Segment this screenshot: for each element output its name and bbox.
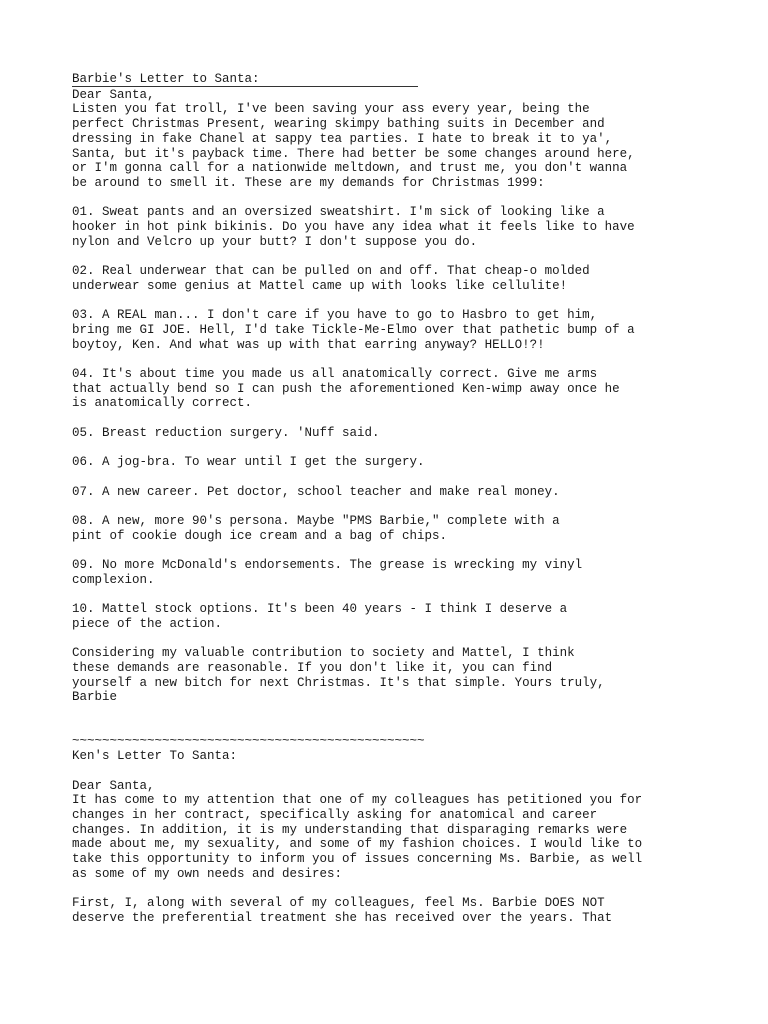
text-line: pint of cookie dough ice cream and a bag of chips. (72, 528, 448, 543)
demand-08 (72, 514, 652, 543)
text-line: 05. Breast reduction surgery. 'Nuff said. (72, 425, 380, 440)
text-line: dressing in fake Chanel at sappy tea parties. I hate to break it to ya', (72, 131, 613, 146)
text-line: these demands are reasonable. If you don't like it, you can find (72, 660, 553, 675)
demand-02 (72, 264, 652, 293)
demand-05 (72, 426, 652, 441)
text-line: 09. No more McDonald's endorsements. The grease is wrecking my vinyl (72, 558, 583, 573)
text-line: 04. It's about time you made us all anatomically correct. Give me arms (72, 367, 598, 381)
text-line: nylon and Velcro up your butt? I don't suppose you do. (72, 234, 478, 249)
demand-01 (72, 205, 652, 249)
tilde-divider: ~~~~~~~~~~~~~~~~~~~~~~~~~~~~~~~~~~~~~~~~~~~~~~~ (72, 734, 425, 749)
ken-salutation: Dear Santa, (72, 778, 155, 793)
text-line: Barbie (72, 690, 118, 705)
text-line: 07. A new career. Pet doctor, school teacher and make real money. (72, 484, 560, 499)
text-line: perfect Christmas Present, wearing skimpy bathing suits in December and (72, 117, 605, 132)
text-line: Santa, but it's payback time. There had better be some changes around here, (72, 146, 635, 161)
text-line: is anatomically correct. (72, 396, 253, 411)
ken-letter-title: Ken's Letter To Santa: (72, 749, 238, 764)
text-line: take this opportunity to inform you of issues concerning Ms. Barbie, as well (72, 852, 643, 867)
ken-intro-paragraph (72, 793, 652, 881)
text-line: 06. A jog-bra. To wear until I get the surgery. (72, 455, 425, 470)
text-line: complexion. (72, 572, 155, 587)
text-line: underwear some genius at Mattel came up with looks like cellulite! (72, 278, 568, 293)
text-line: 03. A REAL man... I don't care if you have to go to Hasbro to get him, (72, 308, 598, 323)
text-line: hooker in hot pink bikinis. Do you have any idea what it feels like to have (72, 220, 635, 235)
text-line: Listen you fat troll, I've been saving your ass every year, being the (72, 102, 590, 117)
text-line: It has come to my attention that one of my colleagues has petitioned you for (72, 793, 643, 808)
text-line: or I'm gonna call for a nationwide meltdown, and trust me, you don't wanna (72, 161, 628, 176)
demand-10 (72, 602, 652, 631)
demand-07 (72, 485, 652, 500)
text-line: First, I, along with several of my colleagues, feel Ms. Barbie DOES NOT (72, 896, 605, 911)
text-line: 10. Mattel stock options. It's been 40 years - I think I deserve a (72, 602, 568, 617)
barbie-salutation: Dear Santa, (72, 87, 155, 102)
ken-first-paragraph (72, 896, 652, 925)
demand-04 (72, 367, 652, 411)
text-line: bring me GI JOE. Hell, I'd take Tickle-Me-Elmo over that pathetic bump of a (72, 322, 635, 337)
demand-03 (72, 308, 652, 352)
text-line: 08. A new, more 90's persona. Maybe "PMS Barbie," complete with a (72, 513, 560, 528)
text-line: be around to smell it. These are my demands for Christmas 1999: (72, 175, 545, 190)
document-page (72, 72, 652, 926)
text-line: as some of my own needs and desires: (72, 866, 343, 881)
barbie-letter-title: Barbie's Letter to Santa: (72, 72, 260, 86)
text-line: 01. Sweat pants and an oversized sweatshirt. I'm sick of looking like a (72, 205, 605, 220)
text-line: piece of the action. (72, 616, 223, 631)
text-line: deserve the preferential treatment she has received over the years. That (72, 910, 613, 925)
text-line: made about me, my sexuality, and some of my fashion choices. I would like to (72, 837, 643, 852)
text-line: 02. Real underwear that can be pulled on and off. That cheap-o molded (72, 264, 590, 279)
text-line: Considering my valuable contribution to society and Mattel, I think (72, 646, 575, 661)
barbie-closing-paragraph (72, 646, 652, 705)
demand-06 (72, 455, 652, 470)
text-line: changes in her contract, specifically asking for anatomical and career (72, 807, 598, 822)
text-line: changes. In addition, it is my understanding that disparaging remarks were (72, 822, 628, 837)
demand-09 (72, 558, 652, 587)
text-line: that actually bend so I can push the aforementioned Ken-wimp away once he (72, 381, 620, 396)
text-line: boytoy, Ken. And what was up with that earring anyway? HELLO!?! (72, 337, 545, 352)
text-line: yourself a new bitch for next Christmas. It's that simple. Yours truly, (72, 675, 605, 690)
barbie-intro-paragraph (72, 102, 652, 190)
